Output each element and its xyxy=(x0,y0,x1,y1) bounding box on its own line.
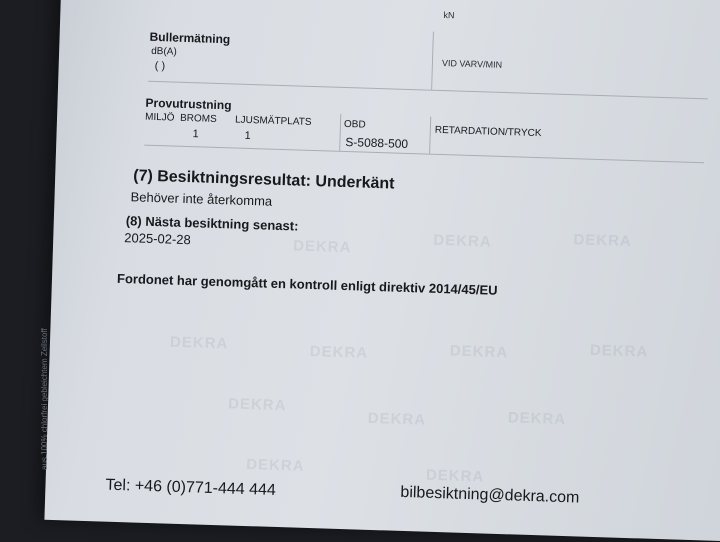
column-header-broms: BROMS xyxy=(179,112,217,125)
test-equipment-title: Provutrustning xyxy=(145,95,232,113)
watermark: DEKRA xyxy=(433,231,492,251)
force-unit-label: kN xyxy=(443,10,455,21)
result-note: Behöver inte återkomma xyxy=(130,189,273,209)
watermark: DEKRA xyxy=(367,409,427,429)
rpm-label: VID VARV/MIN xyxy=(441,57,503,70)
footer-email: bilbesiktning@dekra.com xyxy=(400,483,580,507)
inspection-result-heading: (7) Besiktningsresultat: Underkänt xyxy=(132,167,395,193)
divider xyxy=(144,145,704,164)
footer-phone: Tel: +46 (0)771-444 444 xyxy=(105,476,277,499)
watermark: DEKRA xyxy=(507,409,567,429)
watermark: DEKRA xyxy=(425,466,485,486)
next-inspection-heading: (8) Nästa besiktning senast: xyxy=(125,213,299,234)
obd-value: S-5088-500 xyxy=(345,134,409,151)
column-header-miljo: MILJÖ xyxy=(144,111,175,124)
noise-value: ( ) xyxy=(154,59,166,73)
divider xyxy=(148,81,708,100)
paper-origin-note: aus 100% chlorfrei gebleichtem Zellstoff xyxy=(40,328,49,470)
watermark: DEKRA xyxy=(449,342,509,362)
noise-title: Bullermätning xyxy=(149,29,231,47)
inspection-document xyxy=(44,0,720,542)
next-inspection-date: 2025-02-28 xyxy=(124,230,192,248)
watermark: DEKRA xyxy=(292,237,352,257)
watermark: DEKRA xyxy=(573,231,633,251)
watermark: DEKRA xyxy=(169,333,229,353)
column-header-obd: OBD xyxy=(343,118,366,131)
column-header-retardation: RETARDATION/TRYCK xyxy=(434,124,542,140)
watermark: DEKRA xyxy=(227,395,287,415)
divider xyxy=(431,32,434,90)
noise-unit-label: dB(A) xyxy=(151,45,177,58)
watermark: DEKRA xyxy=(589,341,649,361)
divider xyxy=(429,117,431,154)
column-header-ljusmatplats: LJUSMÄTPLATS xyxy=(234,114,312,128)
broms-value: 1 xyxy=(192,128,199,141)
watermark: DEKRA xyxy=(245,456,305,475)
divider xyxy=(339,114,341,151)
watermark: DEKRA xyxy=(309,342,369,362)
directive-statement: Fordonet har genomgått en kontroll enligt direktiv 2014/45/EU xyxy=(116,270,498,298)
ljusmatplats-value: 1 xyxy=(244,129,251,143)
